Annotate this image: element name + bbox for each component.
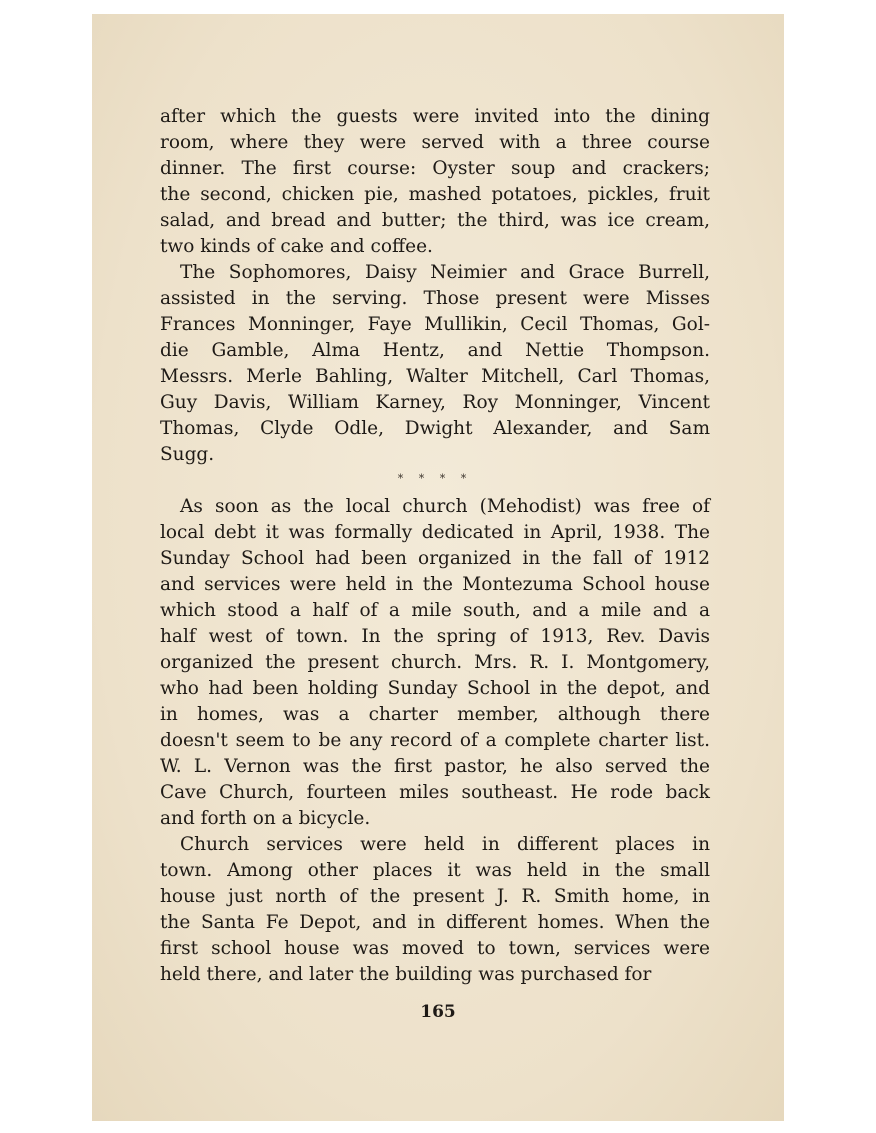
text-line: held there, and later the building was purchased for [160, 964, 652, 985]
text-line: two kinds of cake and coffee. [160, 236, 433, 257]
paragraphs-after-separator [160, 494, 710, 988]
page-number: 165 [420, 1002, 456, 1022]
text-line: salad, and bread and butter; the third, was ice cream, [160, 210, 710, 231]
text-line: organized the present church. Mrs. R. I. Montgomery, [160, 652, 710, 673]
text-line: Frances Monninger, Faye Mullikin, Cecil Thomas, Gol- [160, 314, 710, 335]
text-line: after which the guests were invited into the dining [160, 106, 710, 127]
text-line: house just north of the present J. R. Smith home, in [160, 886, 710, 907]
text-line: assisted in the serving. Those present were Misses [160, 288, 710, 309]
text-line: doesn't seem to be any record of a complete charter list. [160, 730, 710, 751]
text-line: town. Among other places it was held in the small [160, 860, 710, 881]
text-line: who had been holding Sunday School in the depot, and [160, 678, 710, 699]
text-line: die Gamble, Alma Hentz, and Nettie Thompson. [160, 340, 710, 361]
text-line: local debt it was formally dedicated in April, 1938. The [160, 522, 710, 543]
text-line: first school house was moved to town, services were [160, 938, 710, 959]
paragraphs-before-separator [160, 104, 710, 468]
text-line: Thomas, Clyde Odle, Dwight Alexander, and Sam [160, 418, 710, 439]
text-line: and forth on a bicycle. [160, 808, 371, 829]
text-line: Sugg. [160, 444, 215, 465]
text-line: and services were held in the Montezuma School house [160, 574, 710, 595]
text-line: Sunday School had been organized in the fall of 1912 [160, 548, 710, 569]
text-line: Church services were held in different places in [180, 834, 710, 855]
text-line: The Sophomores, Daisy Neimier and Grace Burrell, [180, 262, 710, 283]
text-line: room, where they were served with a three course [160, 132, 710, 153]
text-line: dinner. The first course: Oyster soup and crackers; [160, 158, 710, 179]
page-body-text [160, 104, 710, 988]
text-line: Messrs. Merle Bahling, Walter Mitchell, Carl Thomas, [160, 366, 710, 387]
text-line: half west of town. In the spring of 1913, Rev. Davis [160, 626, 710, 647]
text-line: which stood a half of a mile south, and a mile and a [160, 600, 710, 621]
text-line: Cave Church, fourteen miles southeast. He rode back [160, 782, 710, 803]
text-line: Guy Davis, William Karney, Roy Monninger, Vincent [160, 392, 710, 413]
text-line: As soon as the local church (Mehodist) was free of [180, 496, 710, 517]
section-separator: * * * * [397, 472, 473, 485]
text-line: the Santa Fe Depot, and in different homes. When the [160, 912, 710, 933]
text-line: the second, chicken pie, mashed potatoes, pickles, fruit [160, 184, 710, 205]
text-line: W. L. Vernon was the first pastor, he also served the [160, 756, 710, 777]
book-page-scan [92, 14, 784, 1121]
text-line: in homes, was a charter member, although there [160, 704, 710, 725]
